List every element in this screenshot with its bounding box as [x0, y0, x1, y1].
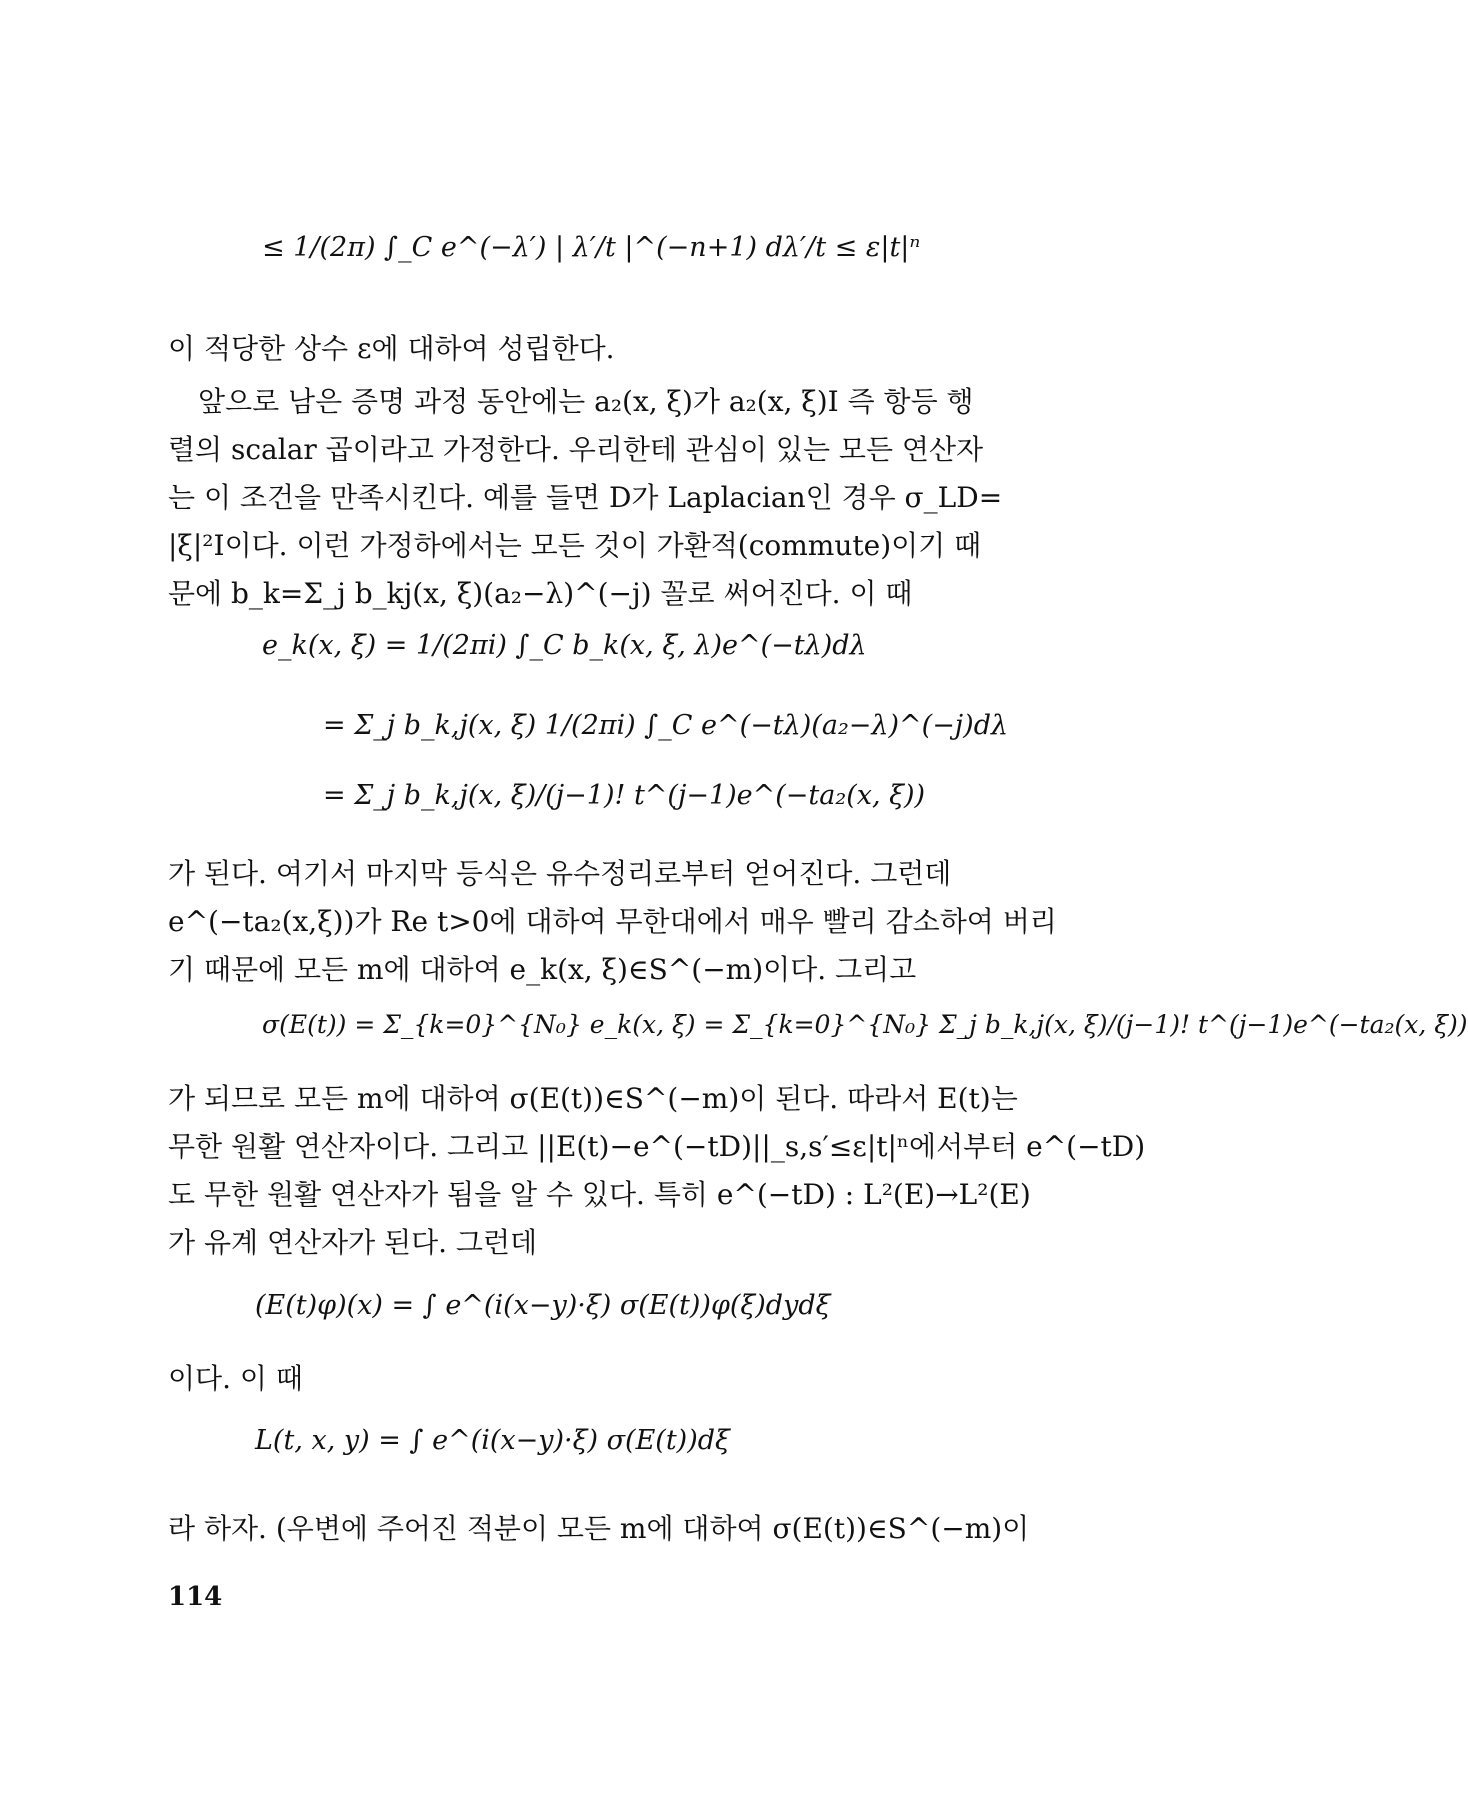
symbol-sum-equation: σ(E(t)) = Σ_{k=0}^{N₀} e_k(x, ξ) = Σ_{k=0}^{N₀} Σ_j b_k,j(x, ξ)/(j−1)! t^(j−1)e^(−ta₂(x, ξ)): [262, 1010, 1468, 1039]
paragraph-3: [168, 850, 1057, 994]
paragraph-5: [168, 1355, 1018, 1403]
text-line: 가 유계 연산자가 된다. 그런데: [168, 1226, 538, 1259]
operator-integral-equation: (E(t)φ)(x) = ∫ e^(i(x−y)·ξ) σ(E(t))φ(ξ)dydξ: [255, 1290, 831, 1321]
text-line: e^(−ta₂(x,ξ))가 Re t>0에 대하여 무한대에서 매우 빨리 감소하여 버리: [168, 905, 1057, 938]
text-line: 기 때문에 모든 m에 대하여 e_k(x, ξ)∈S^(−m)이다. 그리고: [168, 953, 917, 986]
text-line: 문에 b_k=Σ_j b_kj(x, ξ)(a₂−λ)^(−j) 꼴로 써어진다. 이 때: [168, 577, 913, 610]
text-line: 는 이 조건을 만족시킨다. 예를 들면 D가 Laplacian인 경우 σ_LD=: [168, 481, 1003, 514]
text-line: 앞으로 남은 증명 과정 동안에는 a₂(x, ξ)가 a₂(x, ξ)I 즉 항등 행: [198, 385, 974, 418]
text-line: 이 적당한 상수 ε에 대하여 성립한다.: [168, 332, 615, 365]
inequality-equation: ≤ 1/(2π) ∫_C e^(−λ′) | λ′/t |^(−n+1) dλ′/t ≤ ε|t|ⁿ: [262, 232, 921, 263]
text-line: 이다. 이 때: [168, 1362, 303, 1395]
integral-equation-line-3: = Σ_j b_k,j(x, ξ)/(j−1)! t^(j−1)e^(−ta₂(x, ξ)): [323, 780, 926, 811]
integral-equation-line-2: = Σ_j b_k,j(x, ξ) 1/(2πi) ∫_C e^(−tλ)(a₂−λ)^(−j)dλ: [323, 710, 1009, 741]
text-line: 도 무한 원활 연산자가 됨을 알 수 있다. 특히 e^(−tD) : L²(E)→L²(E): [168, 1178, 1031, 1211]
kernel-equation: L(t, x, y) = ∫ e^(i(x−y)·ξ) σ(E(t))dξ: [255, 1425, 730, 1456]
page-number: 114: [168, 1582, 223, 1612]
text-line: 라 하자. (우변에 주어진 적분이 모든 m에 대하여 σ(E(t))∈S^(−m)이: [168, 1512, 1030, 1545]
paragraph-4: [168, 1075, 1146, 1267]
paragraph-2: [168, 378, 1018, 618]
paragraph-6: [168, 1505, 1030, 1553]
text-line: 렬의 scalar 곱이라고 가정한다. 우리한테 관심이 있는 모든 연산자: [168, 433, 984, 466]
text-line: 무한 원활 연산자이다. 그리고 ||E(t)−e^(−tD)||_s,s′≤ε|t|ⁿ에서부터 e^(−tD): [168, 1130, 1146, 1163]
integral-equation-line-1: e_k(x, ξ) = 1/(2πi) ∫_C b_k(x, ξ, λ)e^(−tλ)dλ: [262, 630, 867, 661]
paragraph-1: [168, 325, 1018, 373]
text-line: 가 되므로 모든 m에 대하여 σ(E(t))∈S^(−m)이 된다. 따라서 E(t)는: [168, 1082, 1018, 1115]
text-line: |ξ|²I이다. 이런 가정하에서는 모든 것이 가환적(commute)이기 때: [168, 529, 982, 562]
text-line: 가 된다. 여기서 마지막 등식은 유수정리로부터 얻어진다. 그런데: [168, 857, 952, 890]
